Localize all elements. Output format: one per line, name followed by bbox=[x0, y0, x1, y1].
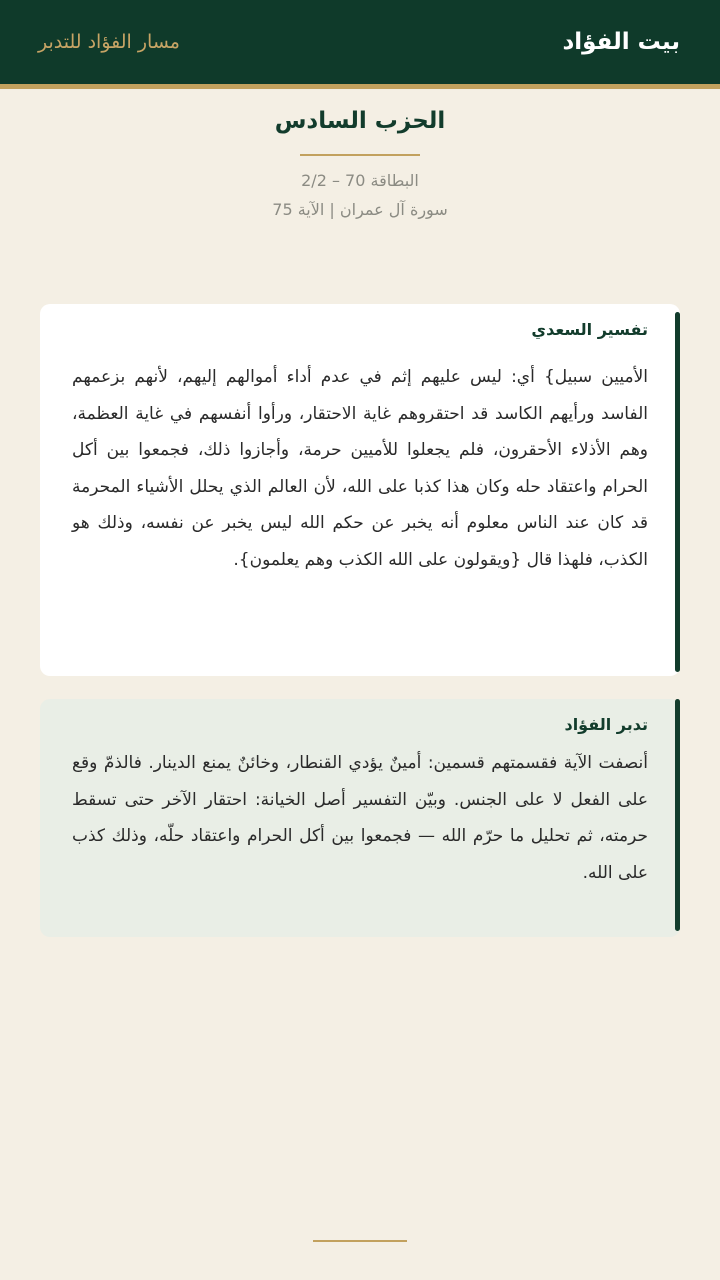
app-brand-title: بيت الفؤاد bbox=[562, 29, 680, 55]
tafsir-accent-bar bbox=[675, 312, 680, 672]
bottom-divider bbox=[313, 1240, 407, 1242]
tafsir-card bbox=[40, 304, 680, 676]
tafsir-label: تفسير السعدي bbox=[531, 320, 648, 339]
title-divider bbox=[300, 154, 420, 156]
reflection-text: أنصفت الآية فقسمتهم قسمين: أمينٌ يؤدي القنطار، وخائنٌ يمنع الدينار. فالذمّ وقع على الفعل لا على الجنس. وبيّن التفسير أصل الخيانة: احتقار الآخر حتى تسقط حرمته، ثم تحليل ما حرّم الله — فجمعوا بين أكل الحرام واعتقاد حلّه، وذلك كذب على الله. bbox=[72, 753, 648, 883]
ayah-reference: سورة آل عمران | الآية 75 bbox=[272, 200, 448, 219]
path-link[interactable]: مسار الفؤاد للتدبر bbox=[38, 31, 180, 53]
reflection-label: تدبر الفؤاد bbox=[564, 715, 648, 734]
top-bar bbox=[0, 0, 720, 89]
card-counter: البطاقة 70 – 2/2 bbox=[301, 171, 419, 190]
section-title: الحزب السادس bbox=[274, 108, 446, 134]
reflection-card bbox=[40, 699, 680, 937]
tafsir-text: الأميين سبيل} أي: ليس عليهم إثم في عدم أداء أموالهم إليهم، لأنهم بزعمهم الفاسد ورأيهم الكاسد قد احتقروهم غاية الاحتقار، ورأوا أنفسهم في غاية العظمة، وهم الأذلاء الأحقرون، فلم يجعلوا للأميين حرمة، وأجازوا ذلك، فجمعوا بين أكل الحرام واعتقاد حله وكان هذا كذبا على الله، لأن العالم الذي يحلل الأشياء المحرمة قد كان عند الناس معلوم أنه يخبر عن حكم الله ليس يخبر عن نفسه، وذلك هو الكذب، فلهذا قال {ويقولون على الله الكذب وهم يعلمون}. bbox=[72, 367, 648, 570]
reflection-accent-bar bbox=[675, 699, 680, 931]
